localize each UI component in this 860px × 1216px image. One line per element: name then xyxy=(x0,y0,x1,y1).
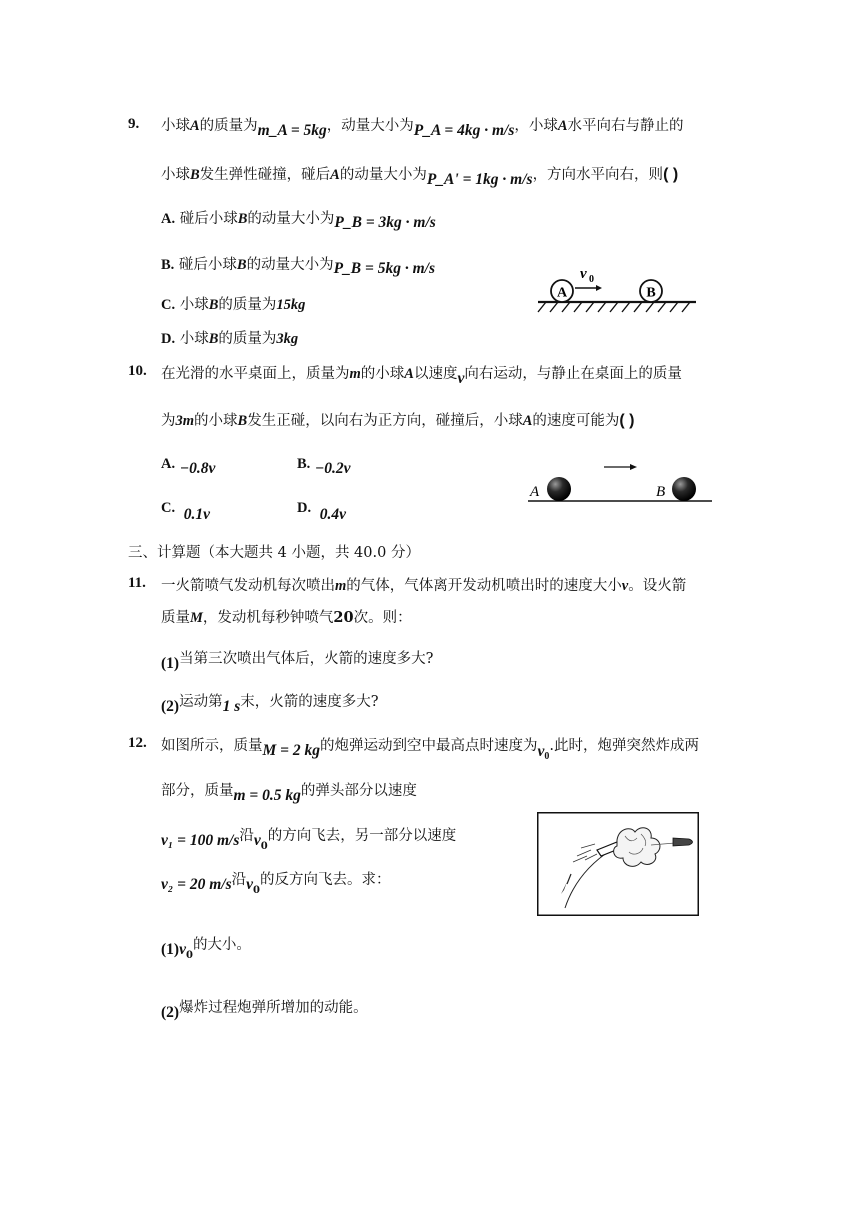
velocity-arrowhead xyxy=(596,285,602,291)
option-d: D. 0.4v xyxy=(297,500,346,523)
ball-a-label: A xyxy=(530,484,540,500)
question-line-2: 部分，质量m = 0.5 kg的弹头部分以速度 xyxy=(161,783,417,804)
option-c: C. 小球B的质量为15kg xyxy=(161,297,306,313)
option-c: C. 0.1v xyxy=(161,500,210,523)
ground-hatch xyxy=(538,302,690,312)
question-number: 9. xyxy=(128,116,140,132)
sub-question-1: $(1)v_0$的大小。 xyxy=(161,937,251,961)
question-line-1: 在光滑的水平桌面上，质量为m的小球A以速度v向右运动，与静止在桌面上的质量 xyxy=(161,366,682,387)
ball-b xyxy=(672,477,696,501)
figure-frame xyxy=(538,813,699,916)
question-line-2: 质量M，发动机每秒钟喷气20次。则： xyxy=(161,609,412,626)
question-line-2: 为3m的小球B发生正碰，以向右为正方向，碰撞后，小球A的速度可能为( ) xyxy=(161,412,635,429)
question-line-3: v₁ = 100 m/s沿$v_0$的方向飞去，另一部分以速度 xyxy=(161,828,457,852)
ball-b-label: B xyxy=(646,285,656,301)
option-b: B. −0.2v xyxy=(297,456,351,477)
math-momentum-a-after: P_A' = 1kg · m/s xyxy=(426,171,533,188)
question-line-1: 小球A的质量为m_A = 5kg，动量大小为P_A = 4kg · m/s，小球A水平向右与静止的 xyxy=(161,118,684,139)
answer-blank: ( ) xyxy=(619,412,635,429)
answer-blank: ( ) xyxy=(663,166,679,183)
ball-b-label: B xyxy=(656,484,666,500)
question-line-4: v₂ = 20 m/s沿$v_0$的反方向飞去。求： xyxy=(161,872,391,896)
sub-question-2: (2)运动第1 s末，火箭的速度多大? xyxy=(161,694,379,715)
question-number: 11. xyxy=(128,575,146,591)
question-line-1: 一火箭喷气发动机每次喷出m的气体，气体离开发动机喷出时的速度大小v。设火箭 xyxy=(161,578,687,594)
collision-diagram-10 xyxy=(524,455,716,507)
sub-question-2: (2)爆炸过程炮弹所增加的动能。 xyxy=(161,1000,368,1021)
option-a: A. 碰后小球B的动量大小为P_B = 3kg · m/s xyxy=(161,211,436,231)
warhead xyxy=(673,838,693,846)
question-line-1: 如图所示，质量M = 2 kg的炮弹运动到空中最高点时速度为$v_0$.此时，炮弹突然炸成两 xyxy=(161,738,699,762)
velocity-arrowhead xyxy=(630,464,637,470)
sub-question-1: (1)当第三次喷出气体后，火箭的速度多大? xyxy=(161,651,434,672)
collision-diagram-9 xyxy=(532,258,702,320)
velocity-subscript: 0 xyxy=(589,274,594,285)
question-number: 10. xyxy=(128,363,147,379)
question-line-2: 小球B发生弹性碰撞，碰后A的动量大小为P_A' = 1kg · m/s，方向水平向右，则( ) xyxy=(161,166,679,188)
option-b: B. 碰后小球B的动量大小为P_B = 5kg · m/s xyxy=(161,257,435,277)
ball-a xyxy=(547,477,571,501)
explosion-diagram xyxy=(537,812,699,916)
option-a: A. −0.8v xyxy=(161,456,216,477)
section-heading: 三、计算题（本大题共 4 小题，共 40.0 分） xyxy=(128,545,420,561)
math-momentum-a: P_A = 4kg · m/s xyxy=(413,122,515,139)
ball-a-label: A xyxy=(556,285,568,301)
question-number: 12. xyxy=(128,735,147,751)
math-mass-a: m_A = 5kg xyxy=(257,122,327,139)
velocity-label: v xyxy=(580,266,587,282)
option-d: D. 小球B的质量为3kg xyxy=(161,331,299,347)
